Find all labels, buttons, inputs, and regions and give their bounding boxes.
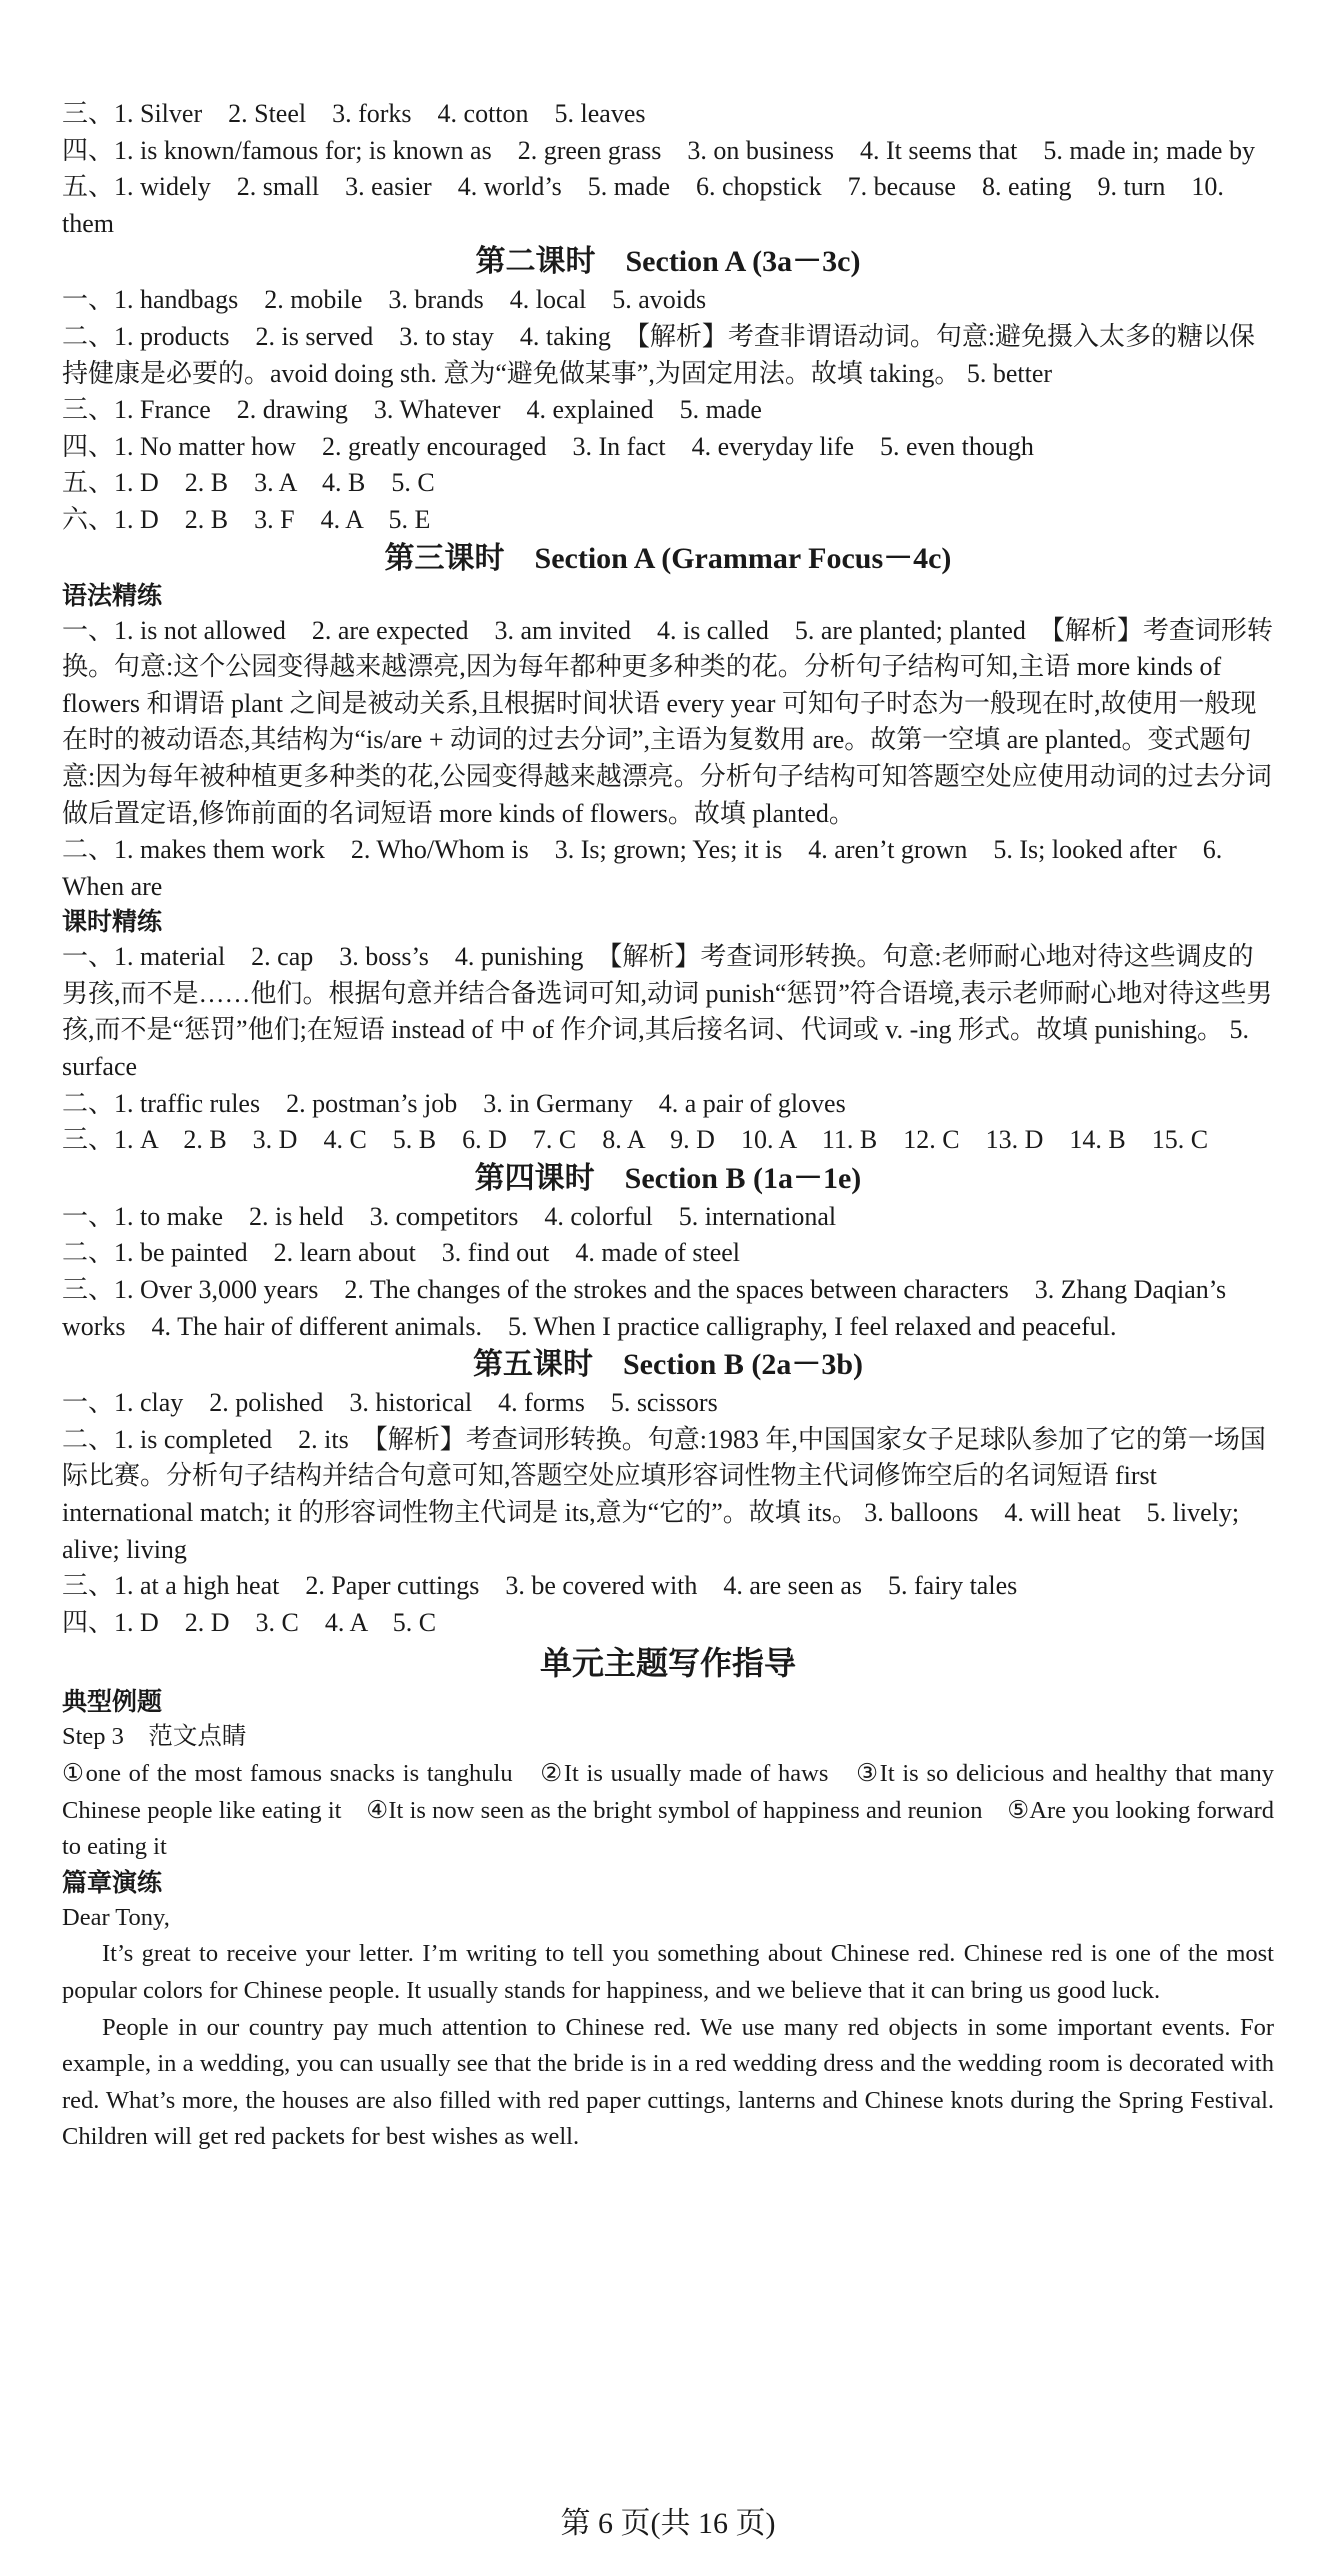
answer-line: 三、1. at a high heat 2. Paper cuttings 3. be covered with 4. are seen as 5. fairy tales bbox=[62, 1571, 1018, 1601]
answer-line: 二、1. be painted 2. learn about 3. find out 4. made of steel bbox=[62, 1238, 741, 1268]
section-heading-4: 第四课时 Section B (1a－1e) bbox=[474, 1161, 862, 1195]
letter-greeting: Dear Tony, bbox=[62, 1903, 170, 1931]
answer-line: 四、1. No matter how 2. greatly encouraged 3. In fact 4. everyday life 5. even though bbox=[62, 431, 1034, 461]
answer-line: 二、1. traffic rules 2. postman’s job 3. in Germany 4. a pair of gloves bbox=[62, 1088, 846, 1118]
answer-line: 三、1. Over 3,000 years 2. The changes of the strokes and the spaces between characters 3. Zhang Daqian’s works 4. The hair of different animals. 5. When I practice calligraphy, I feel relaxed and peaceful. bbox=[62, 1275, 1227, 1341]
section-heading-2: 第二课时 Section A (3a－3c) bbox=[475, 245, 861, 279]
writing-guide-title: 单元主题写作指导 bbox=[539, 1644, 796, 1683]
subsection-label: 典型例题 bbox=[62, 1687, 163, 1717]
subsection-label: 篇章演练 bbox=[62, 1867, 163, 1897]
letter-paragraph: People in our country pay much attention to Chinese red. We use many red objects in some important events. For example, in a wedding, you can usually see that the bride is in a red wedding dress and the wedding room is decorated with red. What’s more, the houses are also filled with red paper cuttings, lanterns and Chinese knots during the Spring Festival. Children will get red packets for best wishes as well. bbox=[62, 2013, 1274, 2151]
letter-paragraph: It’s great to receive your letter. I’m writing to tell you something about Chinese red. Chinese red is one of the most popular colors for Chinese people. It usually stands for happiness, and we believe that it can bring us good luck. bbox=[62, 1940, 1274, 2004]
answer-line: 六、1. D 2. B 3. F 4. A 5. E bbox=[62, 504, 431, 534]
section-heading-5: 第五课时 Section B (2a－3b) bbox=[473, 1348, 863, 1382]
answer-line: 三、1. A 2. B 3. D 4. C 5. B 6. D 7. C 8. A 9. D 10. A 11. B 12. C 13. D 14. B 15. C bbox=[62, 1125, 1209, 1155]
answer-line: 二、1. products 2. is served 3. to stay 4. taking 【解析】考查非谓语动词。句意:避免摄入太多的糖以保持健康是必要的。avoid doing sth. 意为“避免做某事”,为固定用法。故填 taking。 5. better bbox=[62, 321, 1256, 388]
answer-line: 三、1. France 2. drawing 3. Whatever 4. explained 5. made bbox=[62, 395, 762, 425]
subsection-label: 课时精练 bbox=[62, 907, 163, 937]
step-label: Step 3 范文点睛 bbox=[62, 1723, 247, 1751]
answer-line: 四、1. is known/famous for; is known as 2. green grass 3. on business 4. It seems that 5. made in; made by bbox=[62, 135, 1255, 165]
answer-line: 五、1. D 2. B 3. A 4. B 5. C bbox=[62, 468, 435, 498]
subsection-label: 语法精练 bbox=[62, 580, 163, 610]
answer-line: 一、1. handbags 2. mobile 3. brands 4. local 5. avoids bbox=[62, 285, 707, 315]
answer-line: 五、1. widely 2. small 3. easier 4. world’s 5. made 6. chopstick 7. because 8. eating 9. turn 10. them bbox=[62, 172, 1224, 238]
answer-line: 一、1. is not allowed 2. are expected 3. am invited 4. is called 5. are planted; planted 【解析】考查词形转换。句意:这个公园变得越来越漂亮,因为每年都种更多种类的花。分析句子结构可知,主语 more kinds of flowers 和谓语 plant 之间是被动关系,且根据时间状语 every year 可知句子时态为一般现在时,故使用一般现在时的被动语态,其结构为“is/are + 动词的过去分词”,主语为复数用 are。故第一空填 are planted。变式题句意:因为每年被种植更多种类的花,公园变得越来越漂亮。分析句子结构可知答题空处应使用动词的过去分词做后置定语,修饰前面的名词短语 more kinds of flowers。故填 planted。 bbox=[62, 615, 1273, 828]
answer-line: 一、1. clay 2. polished 3. historical 4. forms 5. scissors bbox=[62, 1388, 718, 1418]
page-number: 第 6 页(共 16 页) bbox=[560, 2507, 776, 2540]
answer-line: 三、1. Silver 2. Steel 3. forks 4. cotton 5. leaves bbox=[62, 99, 646, 128]
answer-line: 一、1. material 2. cap 3. boss’s 4. punishing 【解析】考查词形转换。句意:老师耐心地对待这些调皮的男孩,而不是……他们。根据句意并结合备选词可知,动词 punish“惩罚”符合语境,表示老师耐心地对待这些男孩,而不是“惩罚”他们;在短语 instead of 中 of 作介词,其后接名词、代词或 v. -ing 形式。故填 punishing。 5. surface bbox=[62, 942, 1273, 1082]
answer-line: 四、1. D 2. D 3. C 4. A 5. C bbox=[62, 1607, 437, 1637]
model-sentences: ①one of the most famous snacks is tanghulu ②It is usually made of haws ③It is so delicious and healthy that many Chinese people like eating it ④It is now seen as the bright symbol of happiness and reunion ⑤Are you looking forward to eating it bbox=[62, 1759, 1274, 1861]
answer-line: 二、1. makes them work 2. Who/Whom is 3. Is; grown; Yes; it is 4. aren’t grown 5. Is; looked after 6. When are bbox=[62, 835, 1223, 901]
answer-line: 一、1. to make 2. is held 3. competitors 4. colorful 5. international bbox=[62, 1201, 837, 1231]
section-heading-3: 第三课时 Section A (Grammar Focus－4c) bbox=[384, 541, 952, 575]
answer-line: 二、1. is completed 2. its 【解析】考查词形转换。句意:1983 年,中国国家女子足球队参加了它的第一场国际比赛。分析句子结构并结合句意可知,答题空处应填形容词性物主代词修饰空后的名词短语 first international match; it 的形容词性物主代词是 its,意为“它的”。故填 its。 3. balloons 4. will heat 5. lively; alive; living bbox=[62, 1424, 1266, 1564]
